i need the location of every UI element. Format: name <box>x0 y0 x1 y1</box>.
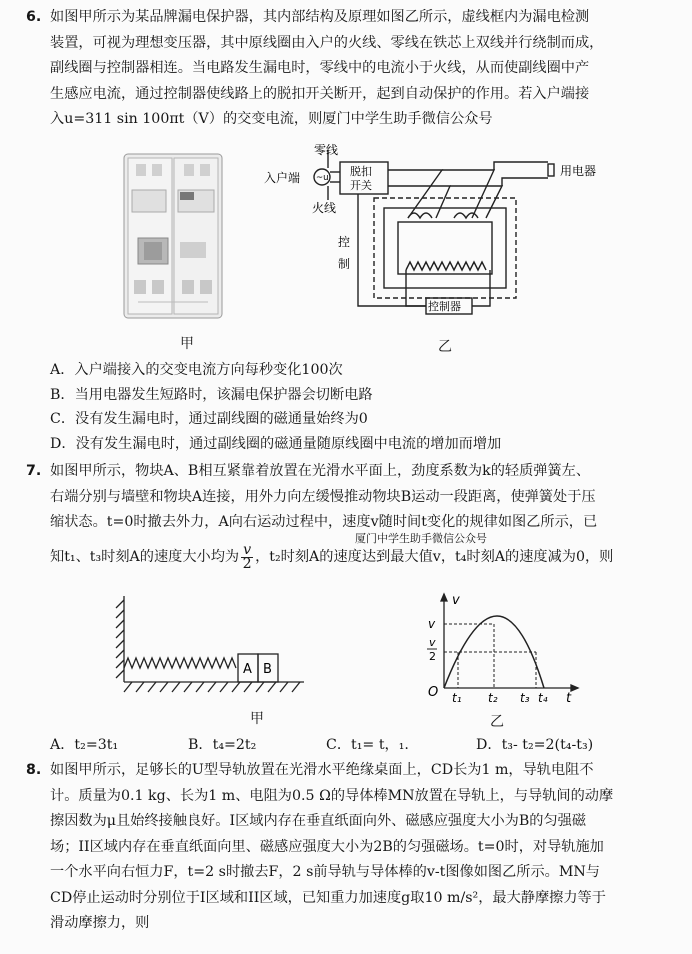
zero-line-label: 零线 <box>314 143 339 157</box>
question-line: 计。质量为0.1 kg、长为1 m、电阻为0.5 Ω的导体棒MN放置在导轨上，与导轨间的动摩 <box>50 787 614 804</box>
question-line: 副线圈与控制器相连。当电路发生漏电时，零线中的电流小于火线，从而使副线圈中产 <box>50 60 590 76</box>
figure-caption-jia: 甲 <box>250 711 264 727</box>
question-number: 8. <box>26 762 42 778</box>
spring-coil <box>124 658 236 668</box>
question-number: 7. <box>26 463 42 479</box>
controller-label: 控制器 <box>428 300 461 313</box>
question-8 <box>26 758 666 937</box>
y-axis-label: v <box>452 593 460 608</box>
option-b: B．t₄=2t₂ <box>188 737 257 753</box>
question-line: 如图甲所示，足够长的U型导轨放置在光滑水平绝缘桌面上，CD长为1 m，导轨电阻不 <box>50 762 594 778</box>
fraction-numerator: v <box>243 541 252 558</box>
question-line: 如图甲所示为某品牌漏电保护器，其内部结构及原理如图乙所示，虚线框内为漏电检测 <box>50 9 590 25</box>
question-line: 缩状态。t=0时撤去外力，A向右运动过程中，速度v随时间t变化的规律如图乙所示，已 <box>50 514 598 530</box>
question-line: 一个水平向右恒力F，t=2 s时撤去F，2 s前导轨与导体棒的v-t图像如图乙所示。MN与 <box>50 864 600 880</box>
question-line: 装置，可视为理想变压器，其中原线圈由入户的火线、零线在铁芯上双线并行绕制而成， <box>50 34 604 51</box>
watermark-text: 厦门中学生助手微信公众号 <box>355 532 487 545</box>
half-v-den: 2 <box>429 650 436 663</box>
spring-block-figure <box>108 590 308 700</box>
figure-caption-yi: 乙 <box>490 714 504 730</box>
option-d: D．没有发生漏电时，通过副线圈的磁通量随原线圈中电流的增加而增加 <box>50 436 502 452</box>
t2-label: t₂ <box>488 691 498 705</box>
figure-caption-jia: 甲 <box>180 336 194 352</box>
control-label-2: 制 <box>338 257 351 271</box>
leakage-circuit-diagram <box>258 142 618 322</box>
option-c: C．t₁= t，₁. <box>326 737 409 753</box>
switch-label-1: 脱扣 <box>350 165 372 178</box>
v-max-label: v <box>428 617 436 631</box>
question-line: 如图甲所示，物块A、B相互紧靠着放置在光滑水平面上，劲度系数为k的轻质弹簧左、 <box>50 463 591 479</box>
control-label-1: 控 <box>338 235 351 249</box>
t4-label: t₄ <box>538 691 548 705</box>
question-line: 入u=311 sin 100πt（V）的交变电流，则厦门中学生助手微信公众号 <box>50 111 493 127</box>
question-line: 滑动摩擦力，则 <box>50 915 150 931</box>
fraction-v-over-2 <box>241 541 253 572</box>
breaker-photo <box>118 150 228 322</box>
question-7 <box>26 459 666 536</box>
question-line: CD停止运动时分别位于I区域和II区域，已知重力加速度g取10 m/s²，最大静摩擦力等于 <box>50 889 606 906</box>
option-b: B．当用电器发生短路时，该漏电保护器会切断电路 <box>50 387 373 403</box>
question-line: 场；II区域内存在垂直纸面向里、磁感应强度大小为2B的匀强磁场。t=0时，对导轨施加 <box>50 838 604 855</box>
t1-label: t₁ <box>452 691 462 705</box>
question-line: 擦因数为μ且始终接触良好。I区域内存在垂直纸面向外、磁感应强度大小为B的匀强磁 <box>50 813 587 829</box>
t3-label: t₃ <box>520 691 530 705</box>
question-line: 生感应电流，通过控制器使线路上的脱扣开关断开，起到自动保护的作用。若入户端接 <box>50 85 590 102</box>
velocity-time-graph <box>416 588 586 706</box>
question-7-line-4 <box>26 542 666 572</box>
source-label: ~u <box>316 173 329 183</box>
x-axis-label: t <box>566 691 572 706</box>
option-a: A．t₂=3t₁ <box>50 737 119 753</box>
fraction-denominator: 2 <box>242 555 252 572</box>
switch-label-2: 开关 <box>350 179 372 192</box>
block-a-label: A <box>243 662 252 677</box>
block-b-label: B <box>263 662 272 677</box>
question-line: ，t₂时刻A的速度达到最大值v，t₄时刻A的速度减为0，则 <box>255 549 614 565</box>
figure-caption-yi: 乙 <box>438 339 452 355</box>
origin-label: O <box>428 685 439 700</box>
entry-label: 入户端 <box>264 171 301 185</box>
question-6 <box>26 5 666 133</box>
load-label: 用电器 <box>560 164 597 178</box>
fire-line-label: 火线 <box>312 201 337 215</box>
question-line: 右端分别与墙壁和物块A连接，用外力向左缓慢推动物块B运动一段距离，使弹簧处于压 <box>50 488 596 505</box>
question-number: 6. <box>26 9 42 25</box>
question-line: 知t₁、t₃时刻A的速度大小均为 <box>50 549 240 565</box>
option-a: A．入户端接入的交变电流方向每秒变化100次 <box>50 362 343 378</box>
option-c: C．没有发生漏电时，通过副线圈的磁通量始终为0 <box>50 411 368 427</box>
half-v-num: v <box>429 636 436 649</box>
option-d: D．t₃- t₂=2(t₄-t₃) <box>476 737 594 753</box>
